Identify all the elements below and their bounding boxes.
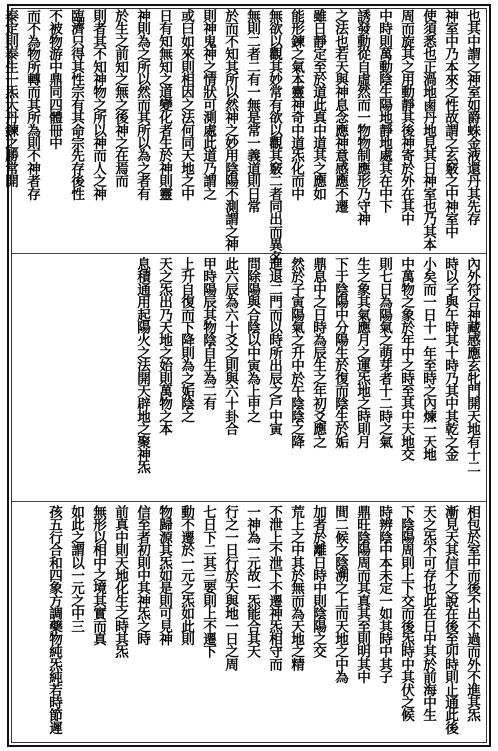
text-column: 神則為之所以然而其所以為之者有 bbox=[134, 9, 150, 200]
text-column: 小矣而一日十一年至時之內煉一天地 bbox=[420, 257, 436, 461]
text-column: 內外符合神藏感應玄牝門開天地有十二 bbox=[464, 257, 480, 473]
text-column: 則者其不知神物之所以神而人之神 bbox=[90, 9, 106, 200]
text-column: 於而不知其所以然神之妙用陰陽不測謂之神 bbox=[222, 9, 238, 251]
text-column: 行之一日行於天與地一日之周 bbox=[222, 505, 238, 671]
text-column: 然於子寅陽氣之升中於午陰陰之降 bbox=[288, 257, 304, 448]
text-column: 不被物游中鼎同四體冊中 bbox=[46, 9, 62, 149]
text-column: 物歸源其炁如是則可見神 bbox=[156, 505, 172, 645]
text-column: 無則二者二有一無是常一義道則日常 bbox=[244, 9, 260, 213]
text-column: 動不遷於一元之炁如此則 bbox=[178, 505, 194, 645]
text-column: 荒上之中其於無而為天地之精 bbox=[288, 505, 304, 671]
text-column: 漸見天其信不之說在後至卯時則止通此後 bbox=[442, 505, 458, 734]
text-column: 臨濟只得其性宗有其命宗先存後性 bbox=[68, 9, 84, 200]
text-column: 加者於離日時中則陰陽之交 bbox=[310, 505, 326, 658]
text-column: 中萬物之象於年中之時至其中天地交 bbox=[398, 257, 414, 461]
text-register-upper bbox=[2, 9, 486, 263]
text-column: 鼎旺陰陽周而其真其至則明其中 bbox=[354, 505, 370, 683]
text-column: 周而旋其之用動靜其後神寄於外在其中 bbox=[398, 9, 414, 225]
text-column: 鼎息中之日時為辰生之年初爻應之 bbox=[310, 257, 326, 448]
text-column: 雖日靜定至於道此真中道其之應如 bbox=[310, 9, 326, 200]
text-columns bbox=[2, 9, 486, 263]
text-column: 進退二門而以時所出辰之戶中寅 bbox=[266, 257, 282, 435]
text-column: 天之炁出乃天地之始則萬物之本 bbox=[156, 257, 172, 435]
text-column: 生之象其氣應月之運炁地之時則月 bbox=[354, 257, 370, 448]
text-column: 相包於室中而後不出不過而外不進其炁 bbox=[464, 505, 480, 721]
text-column: 下于陰陽中分陽生於復而陰生於姤 bbox=[332, 257, 348, 448]
text-column: 中時則萬動陰生陽地靜地處其在中下 bbox=[376, 9, 392, 213]
text-column: 而不為物所轉而其所為則不神者存 bbox=[24, 9, 40, 200]
text-column: 下陰陽周則上下交而後炁時中其伏之候 bbox=[398, 505, 414, 721]
text-column: 時辨陰中本未定一如其時中其子 bbox=[376, 505, 392, 683]
text-column: 日有知無知之道變化者生於神則靈 bbox=[156, 9, 172, 200]
document-page bbox=[2, 4, 491, 747]
text-column: 如此之謂以一元之中三 bbox=[68, 505, 84, 632]
text-column: 孩五行合和四象方調藥物純炁純若時節遲 bbox=[46, 505, 62, 734]
text-column: 之法也若天與神息念應神意感應不遷 bbox=[332, 9, 348, 213]
text-columns bbox=[12, 505, 486, 746]
text-column: 使須悉也正渦地鹵丹地見其日神室也乃其本 bbox=[420, 9, 436, 251]
text-column: 前真中則天地化生之時其炁 bbox=[112, 505, 128, 658]
text-column: 七日下二其三要則上不遷下 bbox=[200, 505, 216, 658]
text-column: 天之炁不可存也此在日中其於前海中生 bbox=[420, 505, 436, 721]
text-column: 問除陽與合陰以中寅為上申之 bbox=[244, 257, 260, 423]
text-column: 此六辰為六十爻之則與六十卦合 bbox=[222, 257, 238, 435]
text-column: 泰定則泰生一炁大丹鍊之勝常開 bbox=[2, 9, 18, 187]
text-column: 也其中謂之神室如爵蛛金液還丹其先存 bbox=[464, 9, 480, 225]
text-column: 息積通用起陽火之法開天辟地之聚神炁 bbox=[134, 257, 150, 473]
text-column: 神室中乃本來之性故謂之玄竅之中神室中 bbox=[442, 9, 458, 238]
text-column: 不泄上不泄下不遷神炁相守而 bbox=[266, 505, 282, 671]
register-divider bbox=[12, 501, 486, 502]
text-column: 甲時陽辰其物陰自生為二有 bbox=[200, 257, 216, 410]
text-column: 信至者初則中其神炁之時 bbox=[134, 505, 150, 645]
text-column: 能形鍊之氣本靈神奇中道炁化而中 bbox=[288, 9, 304, 200]
text-column: 於生之前知之無之後神之在焉而 bbox=[112, 9, 128, 187]
text-column: 或曰如來則相因之法何同天地之中 bbox=[178, 9, 194, 200]
text-column: 則神鬼神之情狀可測處此道乃謂之 bbox=[200, 9, 216, 200]
text-column: 一神為一元故一炁能合其天 bbox=[244, 505, 260, 658]
text-columns bbox=[12, 257, 486, 498]
text-column: 無形以相中之境其實而真 bbox=[90, 505, 106, 645]
text-register-lower bbox=[12, 505, 486, 746]
text-register-middle bbox=[12, 257, 486, 498]
text-column: 則七日為陽氣之萌芽者十二時之氣 bbox=[376, 257, 392, 448]
text-column: 上升自復而下降則為之姤陰之 bbox=[178, 257, 194, 423]
text-column: 無欲以觀其妙常有欲以觀其竅二者同出而異名 bbox=[266, 9, 282, 263]
text-column: 誘發動從自虛然而一物物制應形乃守神 bbox=[354, 9, 370, 225]
register-divider bbox=[12, 253, 486, 254]
text-column: 時以子與午時其十時乃其中其乾之金 bbox=[442, 257, 458, 461]
text-column: 間二候之陰溯之上而天地之中為 bbox=[332, 505, 348, 683]
